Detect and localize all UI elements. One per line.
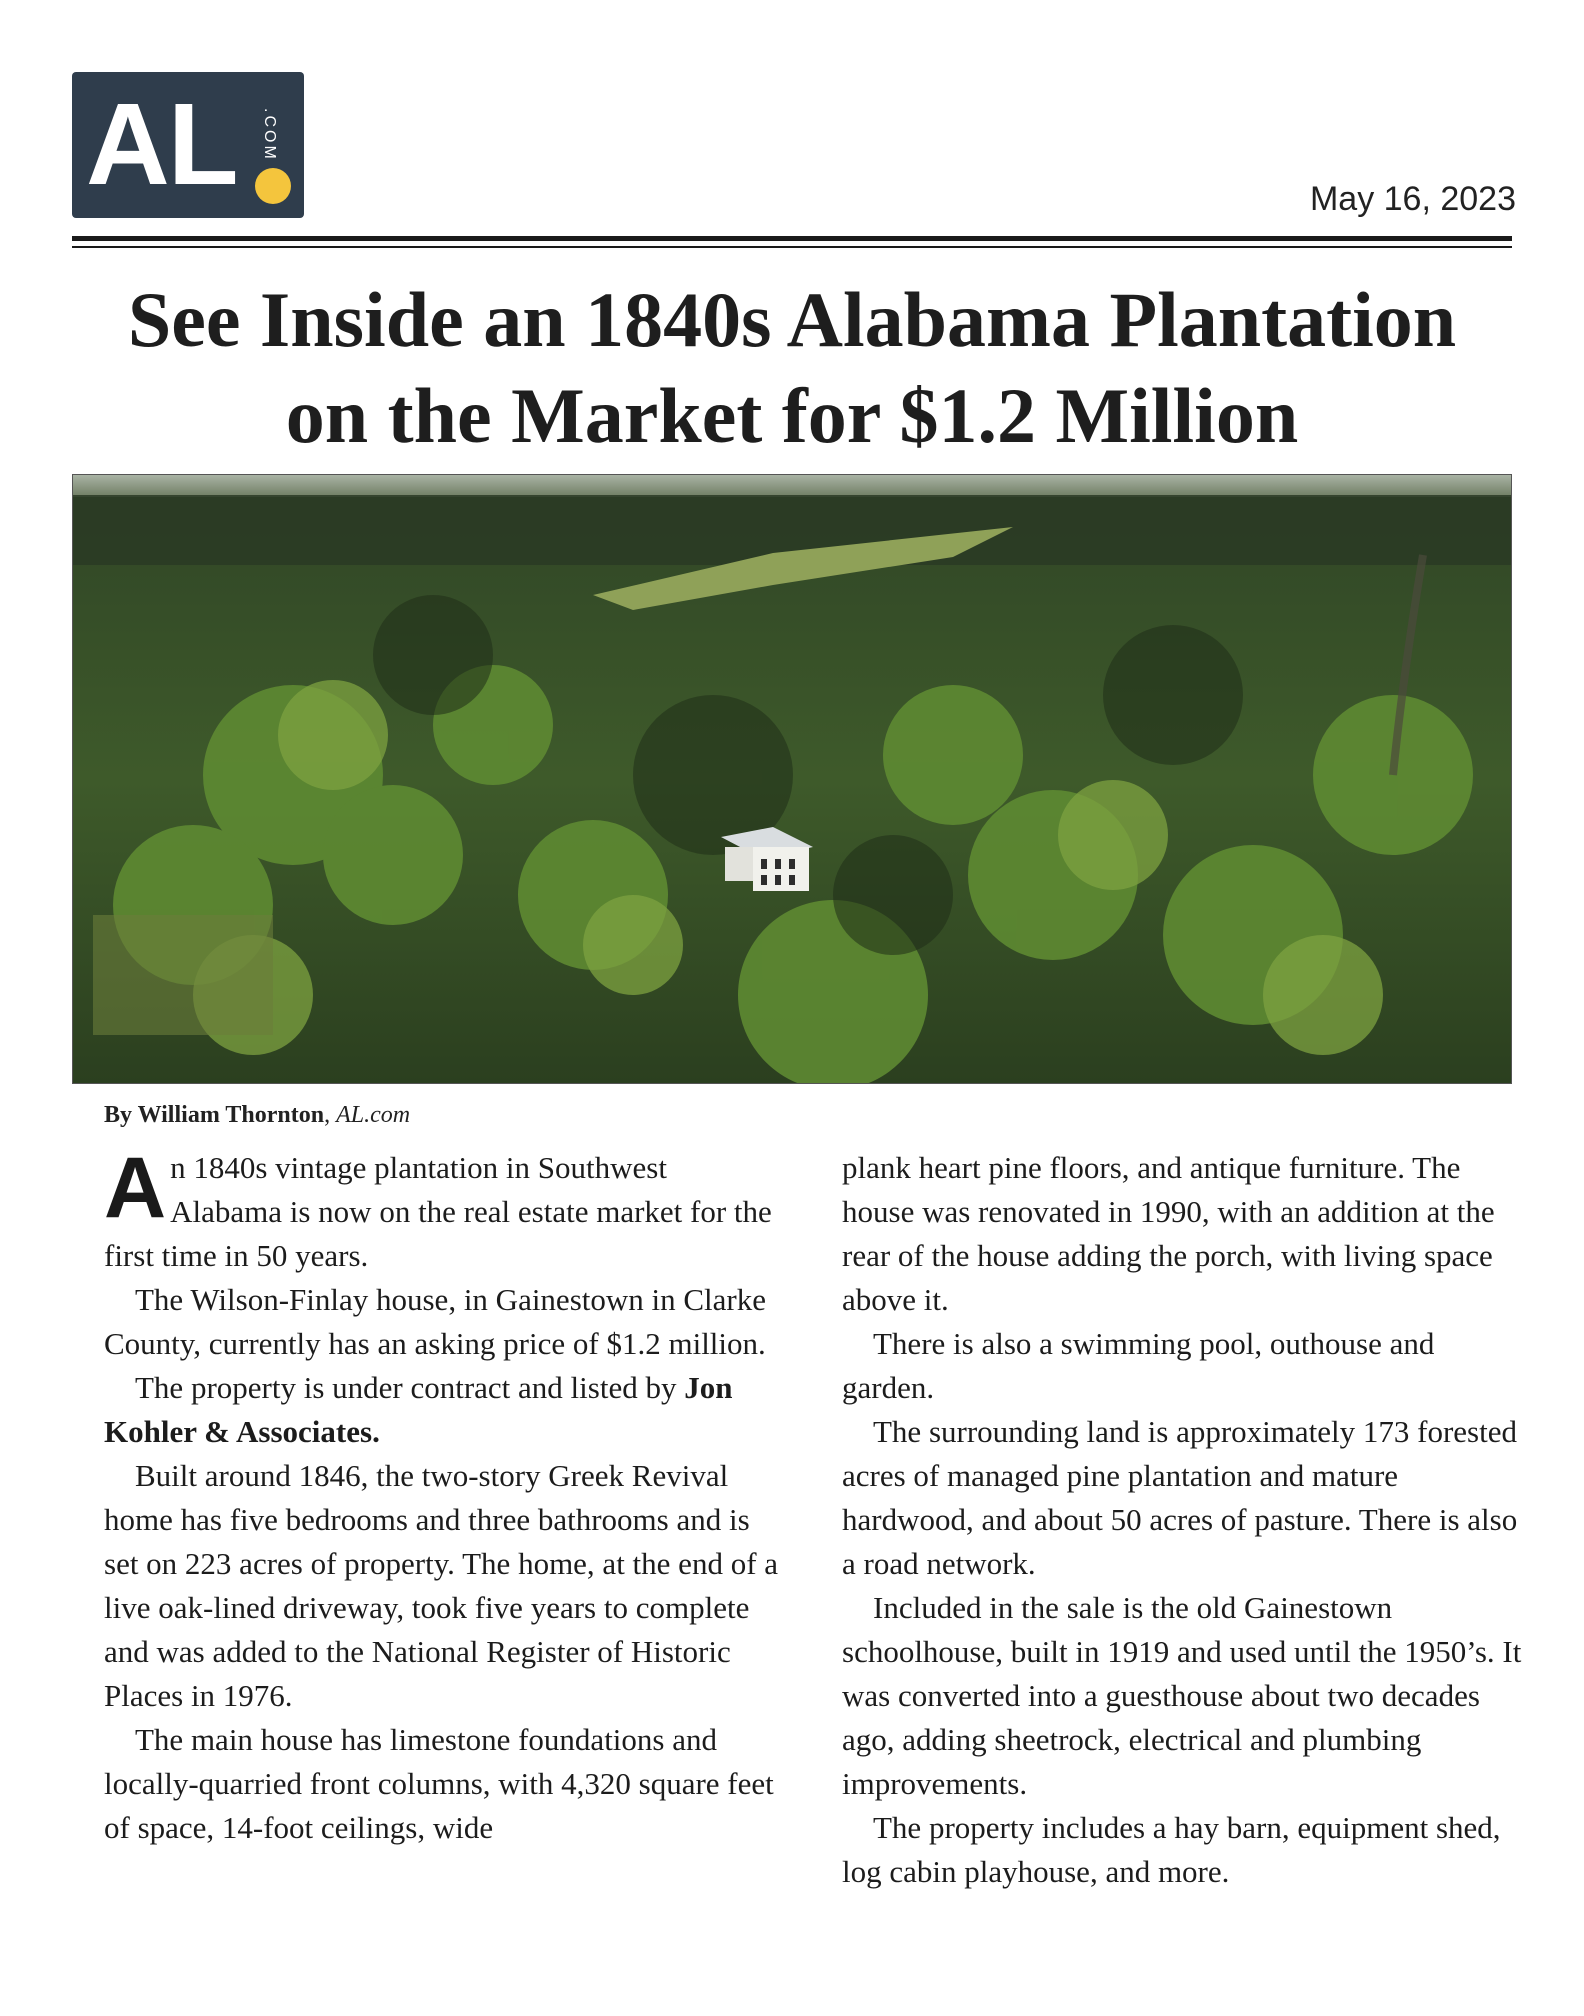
byline-separator: , [324,1102,337,1128]
paragraph-3-text: The property is under contract and listed by [135,1370,685,1405]
paragraph-8: Included in the sale is the old Gainestown schoolhouse, built in 1919 and used until the 1950’s. It was converted into a guesthouse about two decades ago, adding sheetrock, electrical and plumbing improvements. [842,1590,1522,1801]
paragraph-3 [104,1366,784,1454]
paragraph-9: The property includes a hay barn, equipment shed, log cabin playhouse, and more. [842,1810,1501,1889]
paragraph-6: There is also a swimming pool, outhouse and garden. [842,1326,1435,1405]
al-com-logo[interactable] [72,72,304,218]
logo-com: .COM [261,108,278,162]
article-column-right [842,1146,1522,1894]
paragraph-1-text: n 1840s vintage plantation in Southwest Alabama is now on the real estate market for the first time in 50 years. [104,1150,772,1273]
paragraph-2: The Wilson-Finlay house, in Gainestown in Clarke County, currently has an asking price of $1.2 million. [104,1282,767,1361]
article-headline [72,272,1512,464]
byline [104,1102,410,1129]
header-rule-thin [72,246,1512,248]
listing-agent-name[interactable]: Jon Kohler & Associates. [104,1370,733,1449]
header-rule [72,236,1512,241]
byline-outlet[interactable]: AL.com [336,1102,411,1128]
publish-date: May 16, 2023 [1309,180,1516,218]
headline-line-1: See Inside an 1840s Alabama Plantation [127,276,1457,363]
byline-author: By William Thornton [104,1102,325,1128]
headline-line-2: on the Market for $1.2 Million [285,372,1299,459]
aerial-forest-photo [72,474,1512,1084]
paragraph-4: Built around 1846, the two-story Greek Revival home has five bedrooms and three bathrooms and is set on 223 acres of property. The home, at the end of a live oak-lined driveway, took five years to complete and was added to the National Register of Historic Places in 1976. [104,1458,779,1713]
logo-letters: AL [86,79,237,209]
drop-cap: A [104,1140,167,1236]
paragraph-5-part-1: The main house has limestone foundations and locally-quarried front columns, with 4,320 square feet of space, 14-foot ceilings, wide [104,1722,774,1845]
paragraph-1 [104,1140,784,1278]
article-column-left [104,1140,784,1850]
paragraph-7: The surrounding land is approximately 173 forested acres of managed pine plantation and mature hardwood, and about 50 acres of pasture. There is also a road network. [842,1414,1518,1581]
paragraph-5-part-2: plank heart pine floors, and antique furniture. The house was renovated in 1990, with an addition at the rear of the house adding the porch, with living space above it. [842,1150,1495,1317]
logo-dot-icon [255,168,291,204]
